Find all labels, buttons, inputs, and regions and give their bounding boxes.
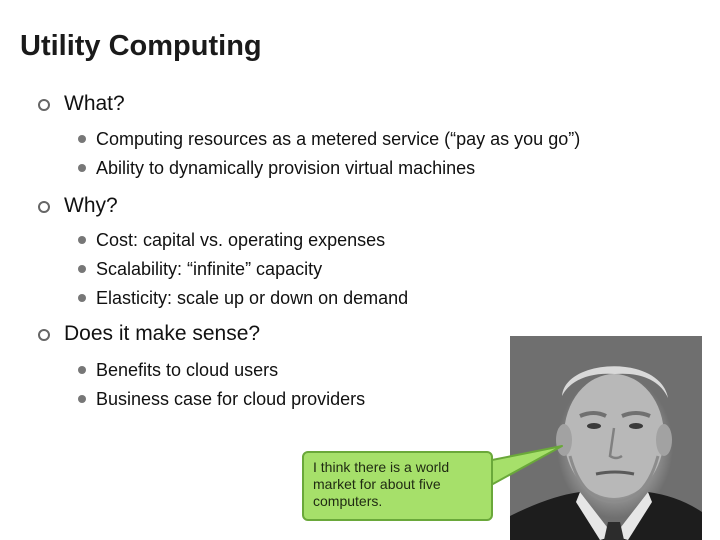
section-heading: Does it make sense? — [64, 322, 261, 345]
slide-title: Utility Computing — [20, 30, 262, 62]
section-heading: What? — [64, 92, 125, 115]
speech-callout: I think there is a world market for about five computers. — [302, 451, 493, 521]
section-heading: Why? — [64, 194, 118, 217]
